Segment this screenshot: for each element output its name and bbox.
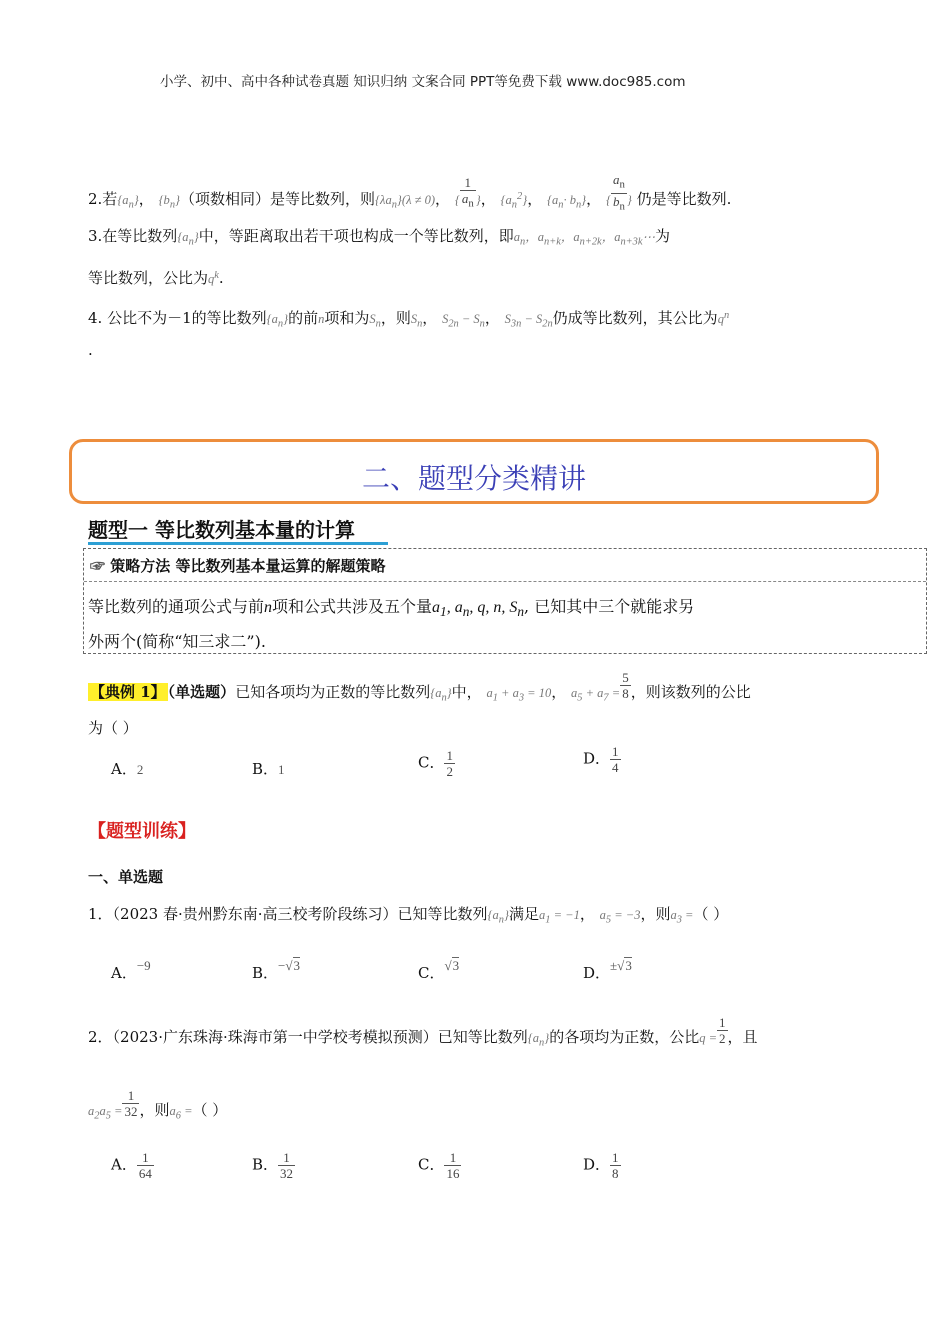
strategy-body-line2: 外两个(简称“知三求二”). (88, 632, 266, 651)
question-1-stem: 1．（2023 春·贵州黔东南·高三校考阶段练习）已知等比数列$\{a_n\}$满足$a_1 = -1$， $a_5 = -3$，则$a_3$ =（ ） (88, 905, 729, 926)
type-1-title: 题型一 等比数列基本量的计算 (88, 518, 355, 542)
question-2-stem: 2．（2023·广东珠海·珠海市第一中学校考模拟预测）已知等比数列$\{a_n\}$的各项均为正数，公比q = $\frac{1}{2}$ ，且 (88, 1014, 758, 1049)
example-1-stem-cont: 为（ ） (88, 719, 138, 737)
example-1-option-a[interactable]: A．2 (111, 760, 144, 778)
property-2: 2.若$\{a_n\}$， $\{b_n\}$（项数相同）是等比数列，则$\{\lambda a_n\}(\lambda \ne 0)$， { $\frac{1}{a_n}$ }， $\{a_n^2\}$， $\{a_n\cdot b_n\}$， { $\frac{a_n}{b_n}$ } 仍是等比数列. (88, 172, 732, 213)
question-2-option-b[interactable]: B． $\frac{1}{32}$ (252, 1150, 294, 1181)
question-1-option-b[interactable]: B．−√3 (252, 958, 301, 982)
example-1-tag: 【典例 1】 (90, 683, 166, 701)
example-1-stem: 【典例 1】 （单选题）已知各项均为正数的等比数列$\{a_n\}$中， $a_1 + a_3 = 10$， $a_5 + a_7$ = $\frac{5}{8}$ ，则该数列的公比 (90, 669, 751, 704)
question-1-option-a[interactable]: A．−9 (111, 958, 151, 982)
property-4-end: . (88, 341, 93, 359)
pointing-hand-icon: ☞ (90, 557, 106, 575)
question-2-option-a[interactable]: A． $\frac{1}{64}$ (111, 1150, 152, 1181)
question-2-stem-cont: $a_2a_5$ = $\frac{1}{32}$ ，则$a_6$ =（ ） (88, 1087, 228, 1122)
strategy-body-line1: 等比数列的通项公式与前n项和公式共涉及五个量$a_1$, $a_n$, q, n, $S_n$, 已知其中三个就能求另 (88, 597, 695, 620)
question-1-option-c[interactable]: C．√3 (418, 958, 460, 982)
property-3-cont: 等比数列，公比为$q^k$. (88, 269, 224, 288)
single-choice-title: 一、单选题 (88, 868, 164, 886)
property-3: 3.在等比数列$\{a_n\}$中，等距离取出若干项也构成一个等比数列，即$a_n$，$a_{n+k}$，$a_{n+2k}$，$a_{n+3k}\cdots$为 (88, 227, 671, 248)
example-1-option-c[interactable]: C． $\frac{1}{2}$ (418, 748, 453, 779)
example-1-option-b[interactable]: B．1 (252, 760, 285, 778)
training-title: 【题型训练】 (88, 821, 196, 842)
type-1-underline (88, 542, 388, 545)
question-2-option-c[interactable]: C． $\frac{1}{16}$ (418, 1150, 460, 1181)
page-header: 小学、初中、高中各种试卷真题 知识归纳 文案合同 PPT等免费下载 www.doc985.com (160, 74, 686, 90)
section-box (69, 439, 879, 504)
strategy-divider (84, 581, 926, 582)
question-2-option-d[interactable]: D． $\frac{1}{8}$ (583, 1150, 619, 1181)
property-4: 4. 公比不为－1的等比数列$\{a_n\}$的前n项和为$S_n$，则$S_n$， $S_{2n} - S_n$， $S_{3n} - S_{2n}$仍成等比数列，其公比为$q^n$ (88, 309, 730, 330)
example-1-option-d[interactable]: D． $\frac{1}{4}$ (583, 744, 619, 775)
strategy-heading: ☞ 策略方法 等比数列基本量运算的解题策略 (90, 557, 386, 575)
strategy-box (83, 548, 927, 654)
question-1-option-d[interactable]: D．±√3 (583, 958, 632, 982)
section-title: 二、题型分类精讲 (361, 462, 586, 495)
